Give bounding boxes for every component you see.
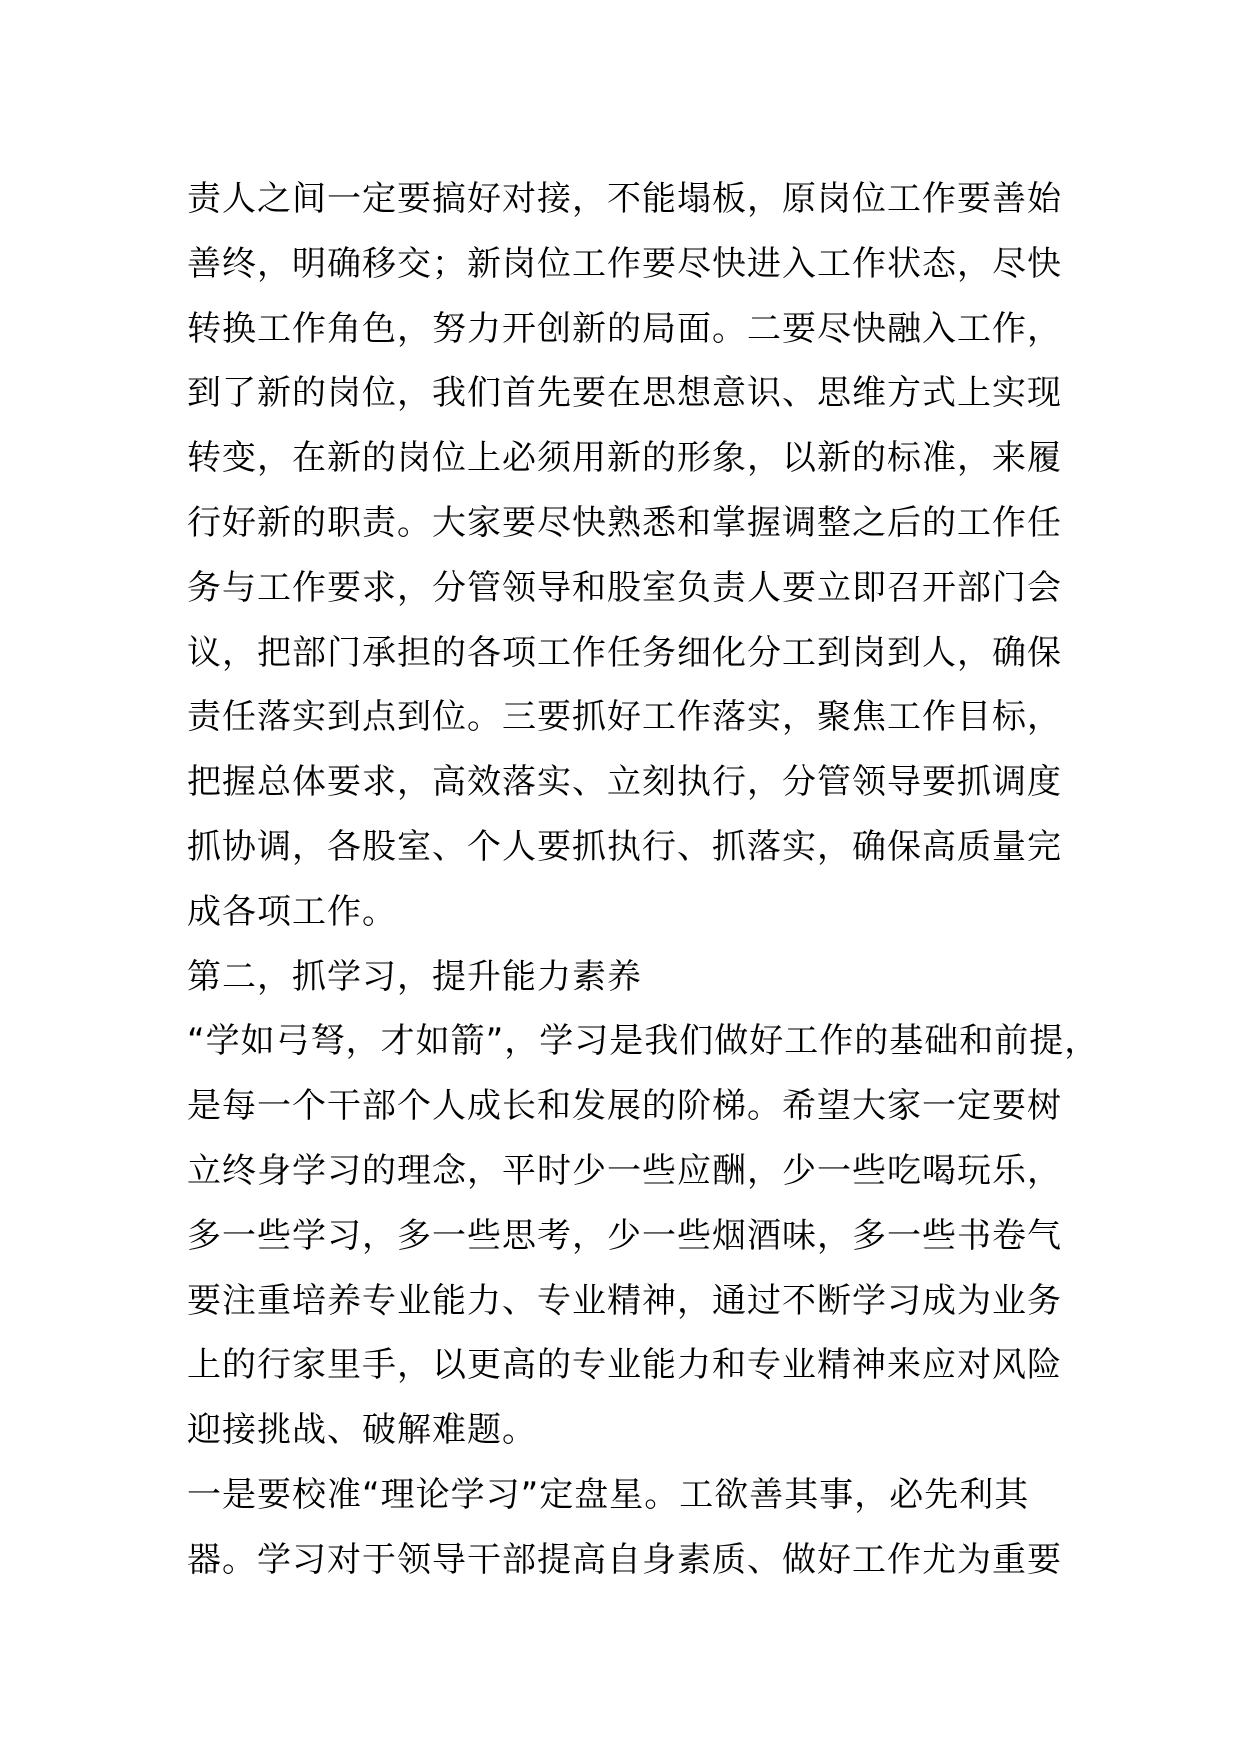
text-line: 责任落实到点到位。三要抓好工作落实，聚焦工作目标， — [187, 697, 1062, 738]
text-line: 行好新的职责。大家要尽快熟悉和掌握调整之后的工作任 — [187, 502, 1062, 543]
text-line: 责人之间一定要搞好对接，不能塌板，原岗位工作要善始 — [187, 179, 1062, 219]
text-line: 抓协调，各股室、个人要抓执行、抓落实，确保高质量完 — [187, 826, 1062, 867]
text-line: 一是要校准“理论学习”定盘星。工欲善其事，必先利其 — [187, 1474, 1030, 1515]
text-line: 器。学习对于领导干部提高自身素质、做好工作尤为重要 — [187, 1539, 1062, 1580]
section-heading: 第二，抓学习，提升能力素养 — [187, 956, 642, 997]
document-body — [187, 167, 1100, 1593]
text-line: 议，把部门承担的各项工作任务细化分工到岗到人，确保 — [187, 632, 1062, 673]
text-line: 把握总体要求，高效落实、立刻执行，分管领导要抓调度 — [187, 762, 1062, 803]
text-line: 多一些学习，多一些思考，少一些烟酒味，多一些书卷气 — [187, 1215, 1062, 1256]
text-line: 成各项工作。 — [187, 891, 397, 932]
text-line: 转换工作角色，努力开创新的局面。二要尽快融入工作， — [187, 308, 1062, 349]
text-line: 善终，明确移交；新岗位工作要尽快进入工作状态，尽快 — [187, 243, 1062, 284]
text-line: 到了新的岗位，我们首先要在思想意识、思维方式上实现 — [187, 373, 1062, 414]
text-line: 上的行家里手，以更高的专业能力和专业精神来应对风险 — [187, 1345, 1062, 1386]
text-line: 转变，在新的岗位上必须用新的形象，以新的标准，来履 — [187, 438, 1062, 479]
text-line: 是每一个干部个人成长和发展的阶梯。希望大家一定要树 — [187, 1086, 1062, 1127]
text-line: 迎接挑战、破解难题。 — [187, 1410, 537, 1451]
text-line: 要注重培养专业能力、专业精神，通过不断学习成为业务 — [187, 1280, 1062, 1321]
text-line: “学如弓弩，才如箭”，学习是我们做好工作的基础和前提， — [187, 1021, 1100, 1062]
text-line: 立终身学习的理念，平时少一些应酬，少一些吃喝玩乐， — [187, 1150, 1062, 1191]
text-line: 务与工作要求，分管领导和股室负责人要立即召开部门会 — [187, 567, 1062, 608]
